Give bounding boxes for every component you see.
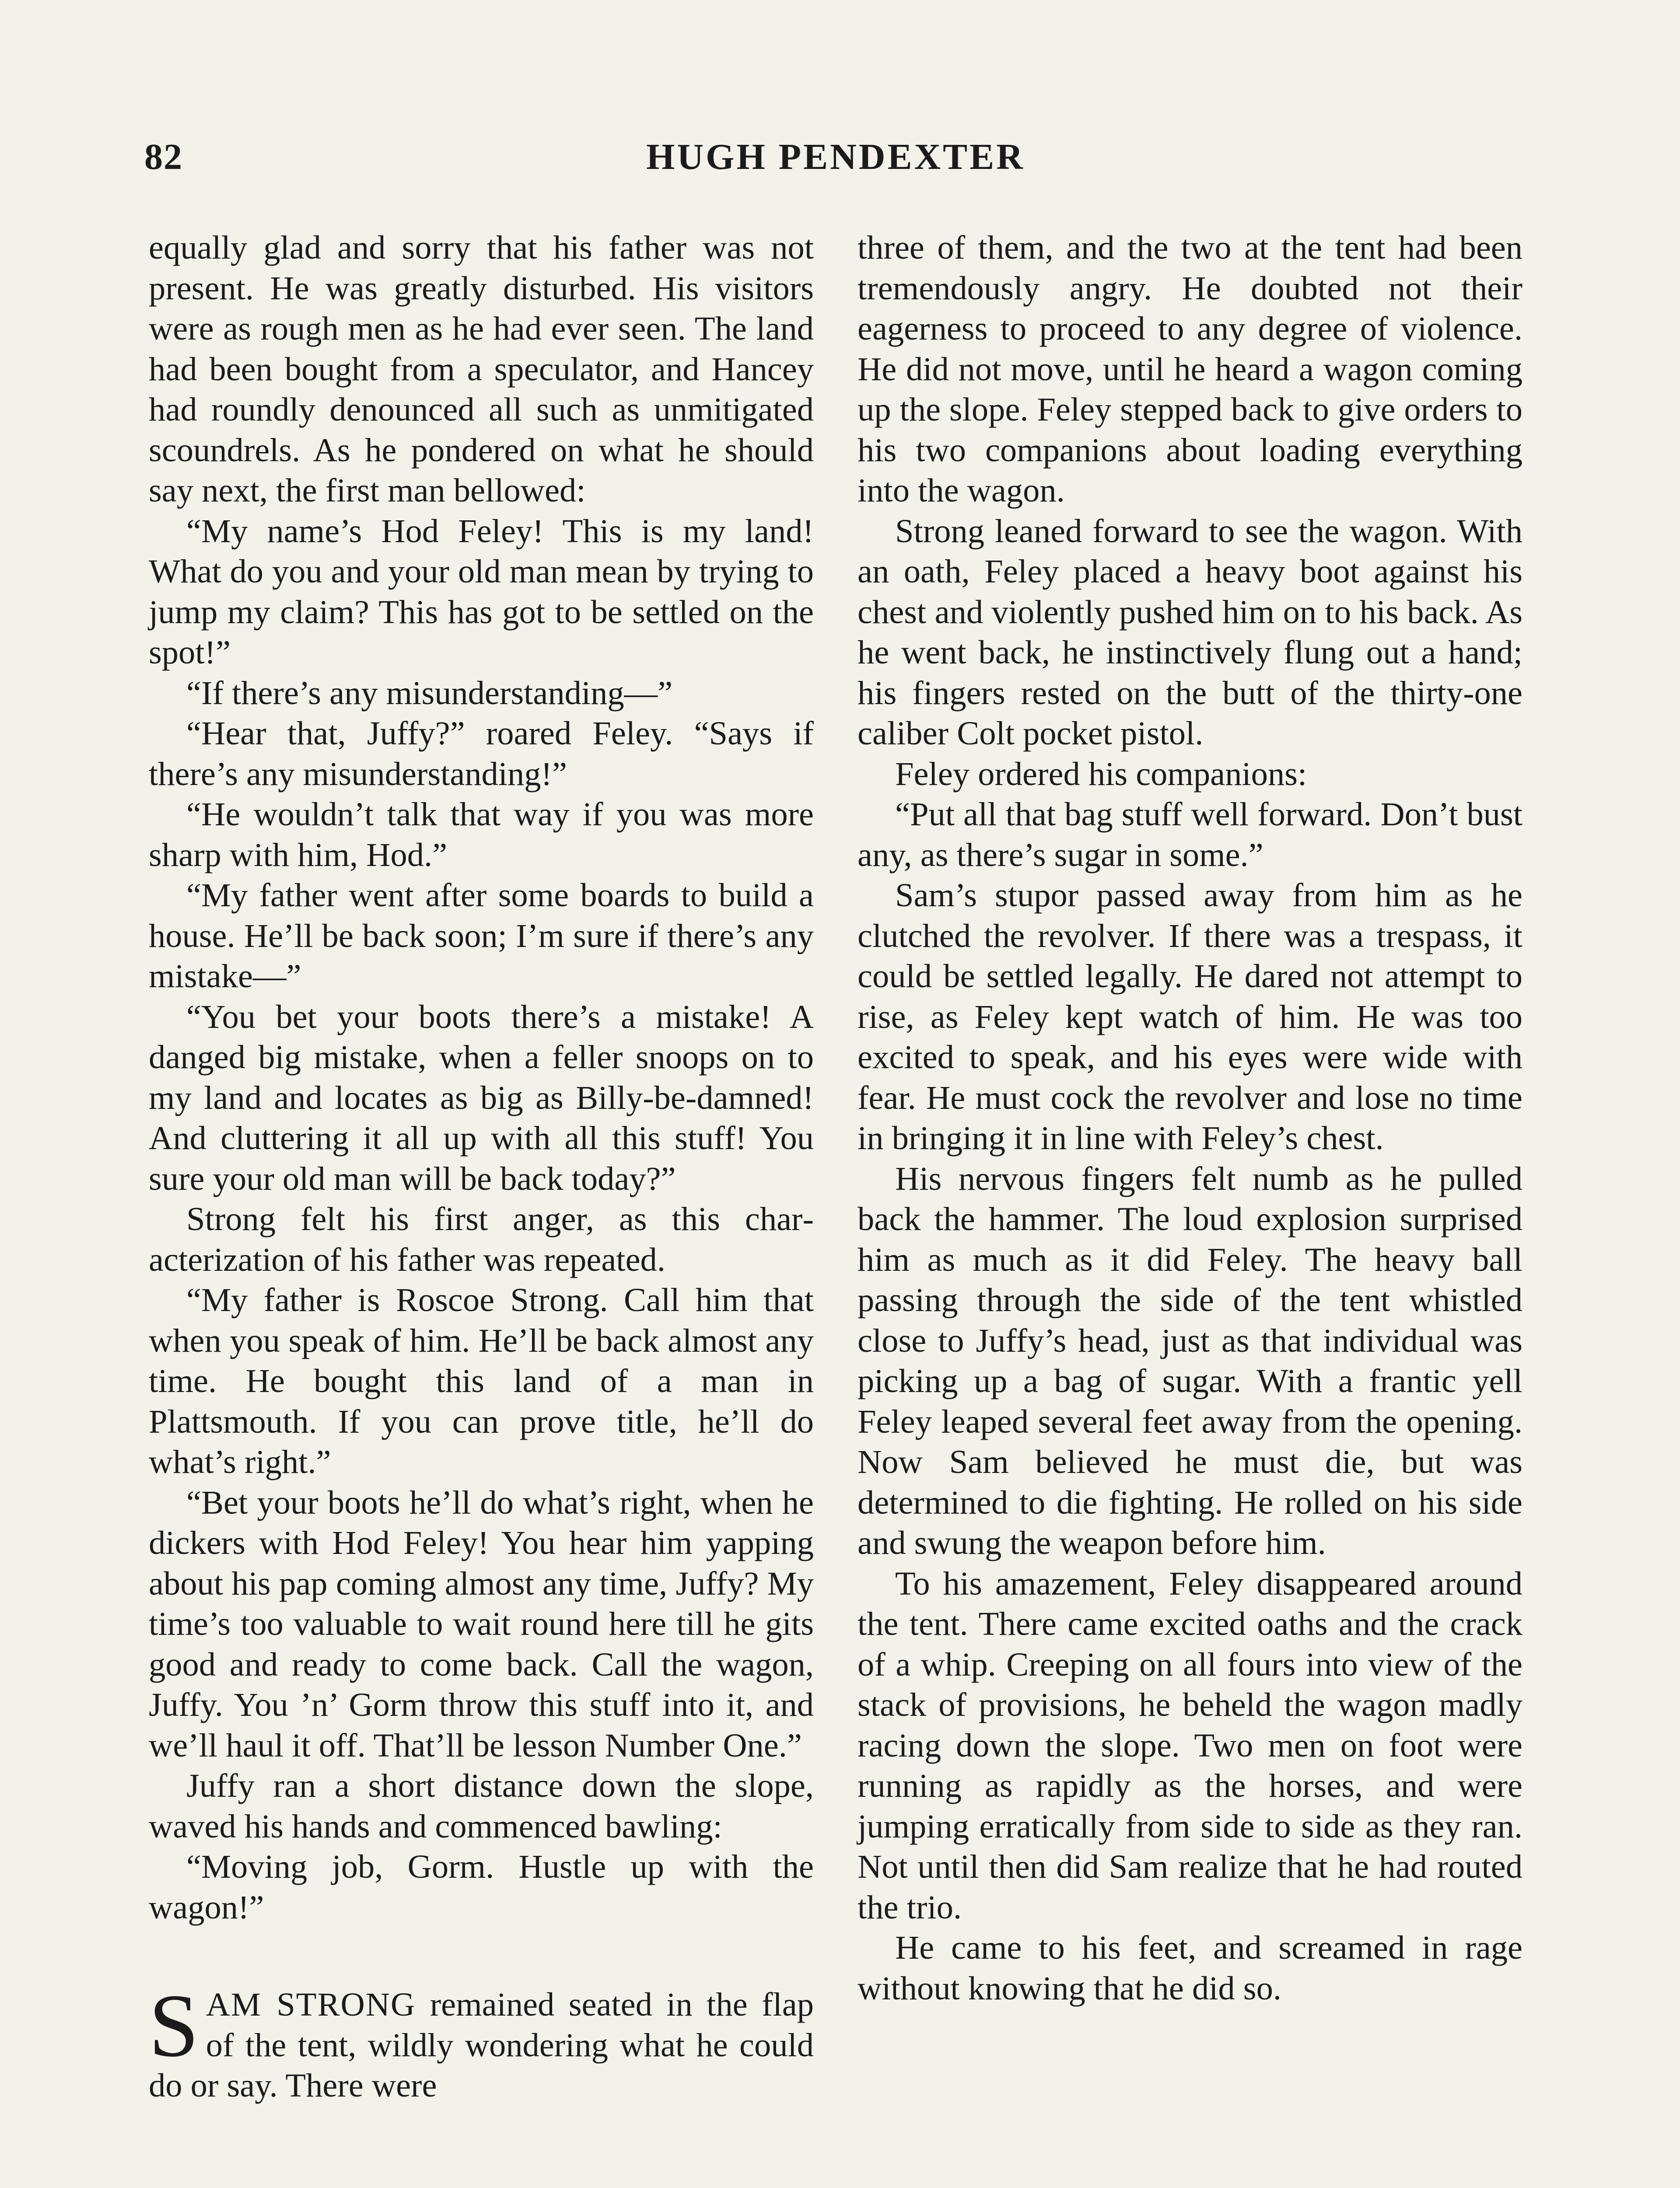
paragraph: “My father went after some boards to build a house. He’ll be back soon; I’m sure if there’s any mistake—” bbox=[149, 877, 814, 995]
paragraph: Juffy ran a short distance down the slope, waved his hands and commenced bawling: bbox=[149, 1767, 814, 1845]
paragraph: “He wouldn’t talk that way if you was more sharp with him, Hod.” bbox=[149, 796, 814, 873]
paragraph: Strong leaned forward to see the wagon. With an oath, Feley placed a heavy boot against his chest and violently pushed him on to his back. As he went back, he instinctively flung out a hand; his fingers rested on the butt of the thirty-one caliber Colt pocket pistol. bbox=[858, 512, 1522, 752]
paragraph: He came to his feet, and screamed in rage without knowing that he did so. bbox=[858, 1929, 1522, 2007]
right-column bbox=[858, 228, 1522, 2009]
paragraph: “If there’s any misunderstanding—” bbox=[186, 674, 673, 712]
paragraph: three of them, and the two at the tent had been tremendously angry. He doubted not their eagerness to proceed to any degree of violence. He did not move, until he heard a wagon coming up the slope. Feley stepped back to give orders to his two companions about loading everything into the wagon. bbox=[858, 229, 1522, 509]
page-header bbox=[144, 131, 1527, 184]
paragraph: Strong felt his first anger, as this characterization of his father was repeated. bbox=[149, 1200, 814, 1278]
left-column bbox=[149, 228, 814, 2106]
paragraph: “Hear that, Juffy?” roared Feley. “Says if there’s any misunderstanding!” bbox=[149, 715, 814, 792]
paragraph: “Put all that bag stuff well forward. Don’t bust any, as there’s sugar in some.” bbox=[858, 796, 1522, 873]
section-start-paragraph bbox=[149, 1975, 814, 2106]
paragraph: Sam’s stupor passed away from him as he clutched the revolver. If there was a trespass, it could be settled legally. He dared not attempt to rise, as Feley kept watch of him. He was too excited to speak, and his eyes were wide with fear. He must cock the revolver and lose no time in bringing it in line with Feley’s chest. bbox=[858, 877, 1522, 1157]
paragraph: Feley ordered his companions: bbox=[895, 755, 1307, 792]
paragraph: “Bet your boots he’ll do what’s right, when he dickers with Hod Feley! You hear him yapping about his pap coming almost any time, Juffy? My time’s too valuable to wait round here till he gits good and ready to come back. Call the wagon, Juffy. You ’n’ Gorm throw this stuff into it, and we’ll haul it off. That’ll be lesson Number One.” bbox=[149, 1483, 814, 1764]
paragraph: His nervous fingers felt numb as he pulled back the hammer. The loud explosion surprised him as much as it did Feley. The heavy ball passing through the side of the tent whistled close to Juffy’s head, just as that individual was picking up a bag of sugar. With a frantic yell Feley leaped several feet away from the opening. Now Sam believed he must die, but was determined to die fighting. He rolled on his side and swung the weapon before him. bbox=[858, 1160, 1522, 1561]
paragraph: To his amazement, Feley disappeared around the tent. There came excited oaths and the crack of a whip. Creeping on all fours into view of the stack of provisions, he beheld the wagon madly racing down the slope. Two men on foot were running as rapidly as the horses, and were jumping erratically from side to side as they ran. Not until then did Sam realize that he had routed the trio. bbox=[858, 1564, 1522, 1926]
paragraph: “My father is Roscoe Strong. Call him that when you speak of him. He’ll be back almost any time. He bought this land of a man in Plattsmouth. If you can prove title, he’ll do what’s right.” bbox=[149, 1281, 814, 1480]
paragraph: “You bet your boots there’s a mistake! A danged big mistake, when a feller snoops on to my land and locates as big as Billy-be-damned! And cluttering it all up with all this stuff! You sure your old man will be back today?” bbox=[149, 998, 814, 1197]
paragraph: equally glad and sorry that his father was not present. He was greatly disturbed. His visitors were as rough men as he had ever seen. The land had been bought from a speculator, and Hancey had roundly denounced all such as unmitigated scoundrels. As he pondered on what he should say next, the first man bellowed: bbox=[149, 229, 814, 509]
smallcaps-lead: AM STRONG bbox=[206, 1986, 416, 2023]
section-start-text: remained seated in the flap of the tent, wildly wondering what he could do or say. There were bbox=[149, 1986, 814, 2104]
running-head: HUGH PENDEXTER bbox=[646, 137, 1025, 177]
page-number: 82 bbox=[144, 137, 183, 177]
drop-cap: S bbox=[149, 1975, 199, 2076]
paragraph: “Moving job, Gorm. Hustle up with the wagon!” bbox=[149, 1848, 814, 1926]
paragraph: “My name’s Hod Feley! This is my land! What do you and your old man mean by trying to jump my claim? This has got to be settled on the spot!” bbox=[149, 512, 814, 671]
